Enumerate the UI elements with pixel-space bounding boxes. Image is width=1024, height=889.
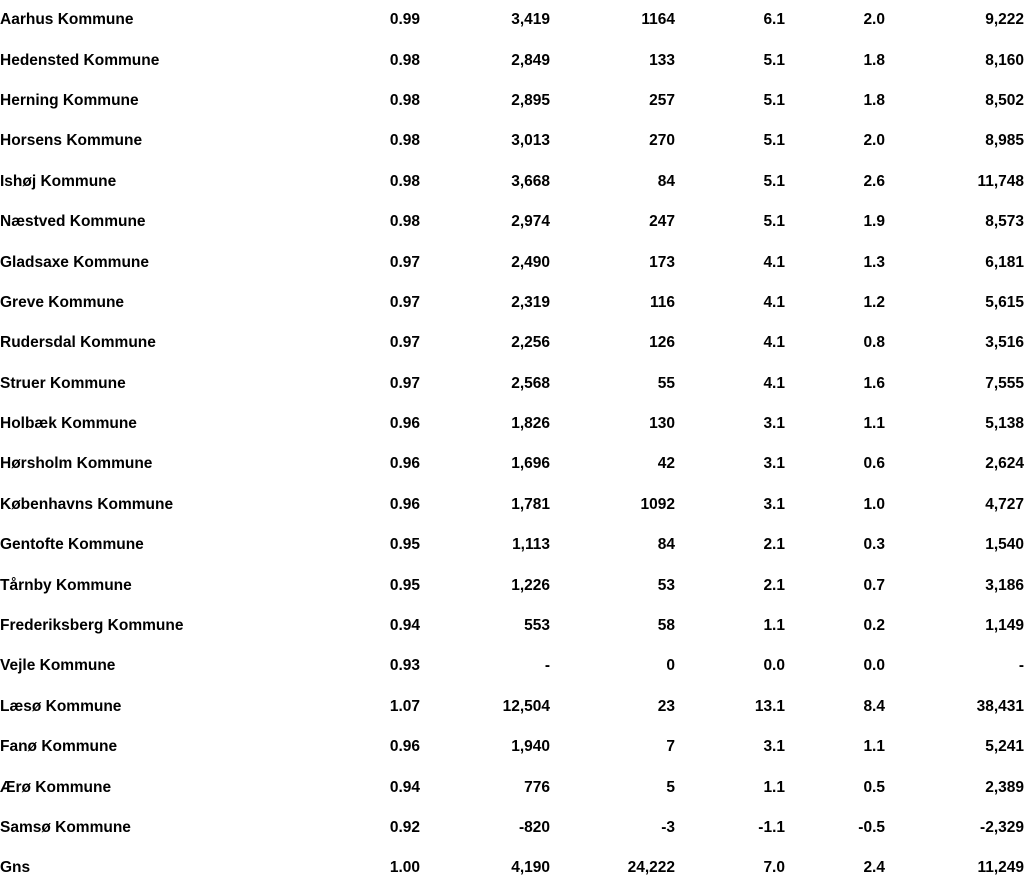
cell-kommune-name: Holbæk Kommune bbox=[0, 415, 137, 433]
cell-value-2: 4,190 bbox=[511, 859, 550, 877]
cell-value-2: 2,490 bbox=[511, 253, 550, 271]
cell-value-4: 5.1 bbox=[763, 132, 785, 150]
cell-value-4: 3.1 bbox=[763, 455, 785, 473]
cell-value-6: 2,624 bbox=[985, 455, 1024, 473]
cell-kommune-name: Fanø Kommune bbox=[0, 738, 118, 756]
cell-value-3: 133 bbox=[649, 51, 675, 69]
cell-value-3: 247 bbox=[649, 213, 675, 231]
cell-value-1: 0.94 bbox=[389, 778, 420, 796]
table-row bbox=[0, 444, 1024, 484]
cell-value-4: 0.0 bbox=[763, 657, 785, 675]
cell-value-4: 2.1 bbox=[763, 536, 785, 554]
cell-value-3: 5 bbox=[666, 778, 675, 796]
cell-value-1: 1.07 bbox=[389, 697, 420, 715]
cell-value-4: 1.1 bbox=[763, 778, 785, 796]
cell-value-3: 173 bbox=[649, 253, 675, 271]
table-row bbox=[0, 283, 1024, 323]
cell-value-1: 1.00 bbox=[389, 859, 420, 877]
cell-value-3: 58 bbox=[657, 617, 675, 635]
cell-kommune-name: Gentofte Kommune bbox=[0, 536, 144, 554]
cell-value-5: 1.8 bbox=[863, 91, 885, 109]
cell-value-6: 6,181 bbox=[985, 253, 1024, 271]
table-row bbox=[0, 81, 1024, 121]
cell-value-5: 2.0 bbox=[863, 132, 885, 150]
cell-value-2: 2,895 bbox=[511, 91, 550, 109]
cell-value-6: 1,149 bbox=[985, 617, 1024, 635]
cell-kommune-name: Greve Kommune bbox=[0, 293, 125, 311]
cell-value-3: -3 bbox=[661, 819, 675, 836]
cell-value-1: 0.94 bbox=[389, 617, 420, 635]
cell-value-2: 3,419 bbox=[511, 11, 550, 29]
cell-value-3: 23 bbox=[657, 697, 675, 715]
cell-kommune-name: Frederiksberg Kommune bbox=[0, 617, 184, 635]
cell-value-2: 1,696 bbox=[511, 455, 550, 473]
cell-value-5: 0.7 bbox=[863, 576, 885, 594]
table-row bbox=[0, 767, 1024, 807]
cell-value-4: -1.1 bbox=[758, 819, 785, 836]
cell-value-1: 0.97 bbox=[389, 334, 420, 352]
cell-value-2: 2,319 bbox=[511, 293, 550, 311]
cell-value-4: 4.1 bbox=[763, 374, 785, 392]
cell-value-1: 0.98 bbox=[389, 91, 420, 109]
table-row bbox=[0, 848, 1024, 888]
cell-value-4: 13.1 bbox=[754, 697, 785, 715]
cell-value-3: 116 bbox=[649, 293, 675, 311]
cell-kommune-name: Ishøj Kommune bbox=[0, 172, 117, 190]
cell-value-3: 24,222 bbox=[627, 859, 675, 877]
cell-value-3: 55 bbox=[657, 374, 675, 392]
cell-value-2: 553 bbox=[524, 617, 550, 635]
table-row bbox=[0, 606, 1024, 646]
cell-value-2: 776 bbox=[524, 778, 550, 796]
cell-value-5: 1.9 bbox=[863, 213, 885, 231]
table-row bbox=[0, 121, 1024, 161]
cell-value-3: 53 bbox=[657, 576, 675, 594]
cell-value-4: 2.1 bbox=[763, 576, 785, 594]
cell-value-4: 6.1 bbox=[763, 11, 785, 29]
cell-value-5: 1.3 bbox=[863, 253, 885, 271]
table-row bbox=[0, 40, 1024, 80]
cell-value-5: -0.5 bbox=[858, 819, 885, 836]
cell-value-3: 7 bbox=[666, 738, 675, 756]
cell-value-1: 0.99 bbox=[389, 11, 420, 29]
cell-value-5: 8.4 bbox=[863, 697, 885, 715]
cell-value-1: 0.97 bbox=[389, 253, 420, 271]
cell-value-1: 0.97 bbox=[389, 293, 420, 311]
table-row bbox=[0, 202, 1024, 242]
cell-kommune-name: Rudersdal Kommune bbox=[0, 334, 156, 352]
cell-value-1: 0.92 bbox=[389, 819, 420, 836]
cell-value-2: 3,668 bbox=[511, 172, 550, 190]
cell-value-2: 1,826 bbox=[511, 415, 550, 433]
cell-value-4: 4.1 bbox=[763, 293, 785, 311]
cell-value-1: 0.97 bbox=[389, 374, 420, 392]
table-row bbox=[0, 162, 1024, 202]
cell-value-5: 2.4 bbox=[863, 859, 885, 877]
cell-value-3: 130 bbox=[649, 415, 675, 433]
cell-value-1: 0.95 bbox=[389, 536, 420, 554]
cell-value-2: - bbox=[544, 657, 550, 675]
table-row bbox=[0, 323, 1024, 363]
table-row bbox=[0, 727, 1024, 767]
cell-value-5: 1.1 bbox=[863, 415, 885, 433]
cell-value-6: - bbox=[1018, 657, 1024, 675]
cell-value-6: 1,540 bbox=[985, 536, 1024, 554]
cell-value-6: 8,573 bbox=[985, 213, 1024, 231]
cell-value-1: 0.98 bbox=[389, 172, 420, 190]
cell-value-4: 7.0 bbox=[763, 859, 785, 877]
table-row bbox=[0, 242, 1024, 282]
cell-value-6: 8,502 bbox=[985, 91, 1024, 109]
cell-value-3: 126 bbox=[649, 334, 675, 352]
cell-kommune-name: Hedensted Kommune bbox=[0, 51, 160, 69]
cell-value-4: 3.1 bbox=[763, 738, 785, 756]
cell-value-6: 2,389 bbox=[985, 778, 1024, 796]
cell-value-4: 5.1 bbox=[763, 172, 785, 190]
cell-value-1: 0.93 bbox=[389, 657, 420, 675]
table-row bbox=[0, 404, 1024, 444]
cell-kommune-name: Ærø Kommune bbox=[0, 778, 112, 796]
cell-value-1: 0.98 bbox=[389, 132, 420, 150]
cell-kommune-name: Tårnby Kommune bbox=[0, 576, 132, 594]
cell-value-5: 0.2 bbox=[863, 617, 885, 635]
cell-value-6: 5,138 bbox=[985, 415, 1024, 433]
cell-value-4: 4.1 bbox=[763, 334, 785, 352]
cell-value-3: 1164 bbox=[641, 11, 675, 29]
cell-value-5: 2.6 bbox=[863, 172, 885, 190]
cell-value-6: 38,431 bbox=[976, 697, 1024, 715]
cell-value-5: 1.8 bbox=[863, 51, 885, 69]
cell-kommune-name: Aarhus Kommune bbox=[0, 11, 134, 29]
cell-value-4: 5.1 bbox=[763, 213, 785, 231]
cell-kommune-name: Gladsaxe Kommune bbox=[0, 253, 150, 271]
cell-value-2: 1,940 bbox=[511, 738, 550, 756]
cell-value-3: 84 bbox=[657, 536, 675, 554]
cell-value-6: 5,615 bbox=[985, 293, 1024, 311]
cell-value-4: 3.1 bbox=[763, 495, 785, 513]
cell-kommune-name: Hørsholm Kommune bbox=[0, 455, 153, 473]
table-row bbox=[0, 808, 1024, 848]
cell-value-1: 0.96 bbox=[389, 495, 420, 513]
cell-value-2: 2,849 bbox=[511, 51, 550, 69]
cell-value-1: 0.98 bbox=[389, 51, 420, 69]
cell-value-2: 2,974 bbox=[511, 213, 550, 231]
cell-value-6: 3,186 bbox=[985, 576, 1024, 594]
cell-value-1: 0.95 bbox=[389, 576, 420, 594]
cell-value-6: 5,241 bbox=[985, 738, 1024, 756]
cell-value-5: 0.0 bbox=[863, 657, 885, 675]
cell-value-2: -820 bbox=[518, 819, 550, 836]
cell-value-1: 0.96 bbox=[389, 738, 420, 756]
cell-value-1: 0.98 bbox=[389, 213, 420, 231]
cell-value-3: 1092 bbox=[640, 495, 675, 513]
cell-value-2: 1,226 bbox=[511, 576, 550, 594]
cell-value-4: 5.1 bbox=[763, 91, 785, 109]
cell-kommune-name: Gns bbox=[0, 859, 31, 877]
cell-value-5: 0.6 bbox=[863, 455, 885, 473]
cell-value-2: 12,504 bbox=[502, 697, 550, 715]
cell-value-5: 1.2 bbox=[863, 293, 885, 311]
cell-value-1: 0.96 bbox=[389, 455, 420, 473]
cell-value-3: 270 bbox=[649, 132, 675, 150]
cell-value-2: 2,256 bbox=[511, 334, 550, 352]
cell-value-6: 11,748 bbox=[977, 172, 1024, 190]
cell-value-5: 1.6 bbox=[863, 374, 885, 392]
cell-value-5: 0.3 bbox=[863, 536, 885, 554]
cell-value-5: 0.8 bbox=[863, 334, 885, 352]
cell-kommune-name: Herning Kommune bbox=[0, 91, 139, 109]
table-row bbox=[0, 687, 1024, 727]
table-row bbox=[0, 525, 1024, 565]
cell-value-2: 1,781 bbox=[511, 495, 550, 513]
cell-value-6: 7,555 bbox=[985, 374, 1024, 392]
cell-value-6: -2,329 bbox=[980, 819, 1024, 836]
table-row bbox=[0, 646, 1024, 686]
cell-value-3: 42 bbox=[657, 455, 675, 473]
cell-value-5: 2.0 bbox=[863, 11, 885, 29]
cell-value-3: 0 bbox=[666, 657, 675, 675]
cell-value-4: 4.1 bbox=[763, 253, 785, 271]
cell-value-4: 3.1 bbox=[763, 415, 785, 433]
cell-value-6: 9,222 bbox=[985, 11, 1024, 29]
cell-value-6: 3,516 bbox=[985, 334, 1024, 352]
table-row bbox=[0, 565, 1024, 605]
table-row bbox=[0, 485, 1024, 525]
cell-value-6: 11,249 bbox=[977, 859, 1024, 877]
cell-kommune-name: Københavns Kommune bbox=[0, 495, 174, 513]
cell-value-5: 0.5 bbox=[863, 778, 885, 796]
cell-kommune-name: Næstved Kommune bbox=[0, 213, 146, 231]
cell-value-6: 4,727 bbox=[985, 495, 1024, 513]
table-row bbox=[0, 364, 1024, 404]
cell-value-2: 1,113 bbox=[512, 536, 550, 554]
cell-kommune-name: Horsens Kommune bbox=[0, 132, 143, 150]
cell-value-3: 257 bbox=[649, 91, 675, 109]
cell-value-2: 3,013 bbox=[511, 132, 550, 150]
cell-value-2: 2,568 bbox=[511, 374, 550, 392]
cell-value-6: 8,985 bbox=[985, 132, 1024, 150]
cell-value-5: 1.1 bbox=[863, 738, 885, 756]
cell-kommune-name: Læsø Kommune bbox=[0, 697, 122, 715]
cell-value-4: 5.1 bbox=[763, 51, 785, 69]
cell-kommune-name: Samsø Kommune bbox=[0, 819, 131, 836]
cell-value-3: 84 bbox=[657, 172, 675, 190]
cell-value-6: 8,160 bbox=[985, 51, 1024, 69]
cell-value-5: 1.0 bbox=[863, 495, 885, 513]
cell-value-1: 0.96 bbox=[389, 415, 420, 433]
cell-kommune-name: Vejle Kommune bbox=[0, 657, 116, 675]
cell-kommune-name: Struer Kommune bbox=[0, 374, 126, 392]
table-row bbox=[0, 0, 1024, 40]
cell-value-4: 1.1 bbox=[763, 617, 785, 635]
